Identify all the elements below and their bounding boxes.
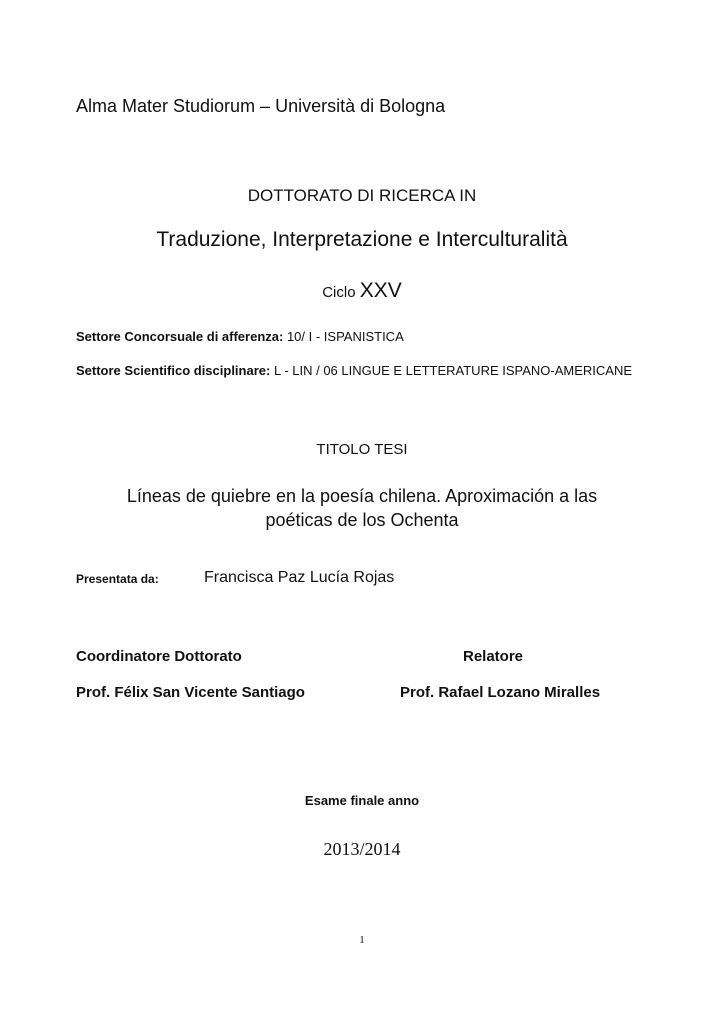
cycle — [0, 279, 724, 303]
coordinator-label: Coordinatore Dottorato — [76, 648, 242, 665]
settore-concorsuale-value: 10/ I - ISPANISTICA — [286, 329, 404, 344]
settore-scientifico-value: L - LIN / 06 LINGUE E LETTERATURE ISPANO-AMERICANE — [273, 363, 633, 378]
exam-year: 2013/2014 — [323, 839, 401, 859]
author-name: Francisca Paz Lucía Rojas — [204, 569, 395, 586]
cycle-label: Ciclo — [322, 284, 356, 301]
university-name: Alma Mater Studiorum – Università di Bologna — [76, 96, 446, 116]
exam-label: Esame finale anno — [304, 793, 420, 808]
page-number: 1 — [359, 934, 365, 946]
presented-by-label: Presentata da: — [76, 572, 159, 586]
relatore-label: Relatore — [463, 648, 524, 665]
settore-concorsuale — [76, 329, 404, 344]
thesis-label: TITOLO TESI — [316, 441, 408, 458]
coordinator-name: Prof. Félix San Vicente Santiago — [76, 684, 305, 701]
settore-scientifico-label: Settore Scientifico disciplinare: — [76, 363, 271, 378]
program-name: Traduzione, Interpretazione e Interculturalità — [156, 228, 568, 251]
cycle-number: XXV — [359, 279, 402, 302]
doctorate-label: DOTTORATO DI RICERCA IN — [247, 186, 477, 205]
settore-scientifico — [76, 363, 636, 379]
settore-concorsuale-label: Settore Concorsuale di afferenza: — [76, 329, 284, 344]
relatore-name: Prof. Rafael Lozano Miralles — [400, 684, 601, 701]
thesis-title: Líneas de quiebre en la poesía chilena. Aproximación a las poéticas de los Ochenta — [126, 486, 598, 530]
